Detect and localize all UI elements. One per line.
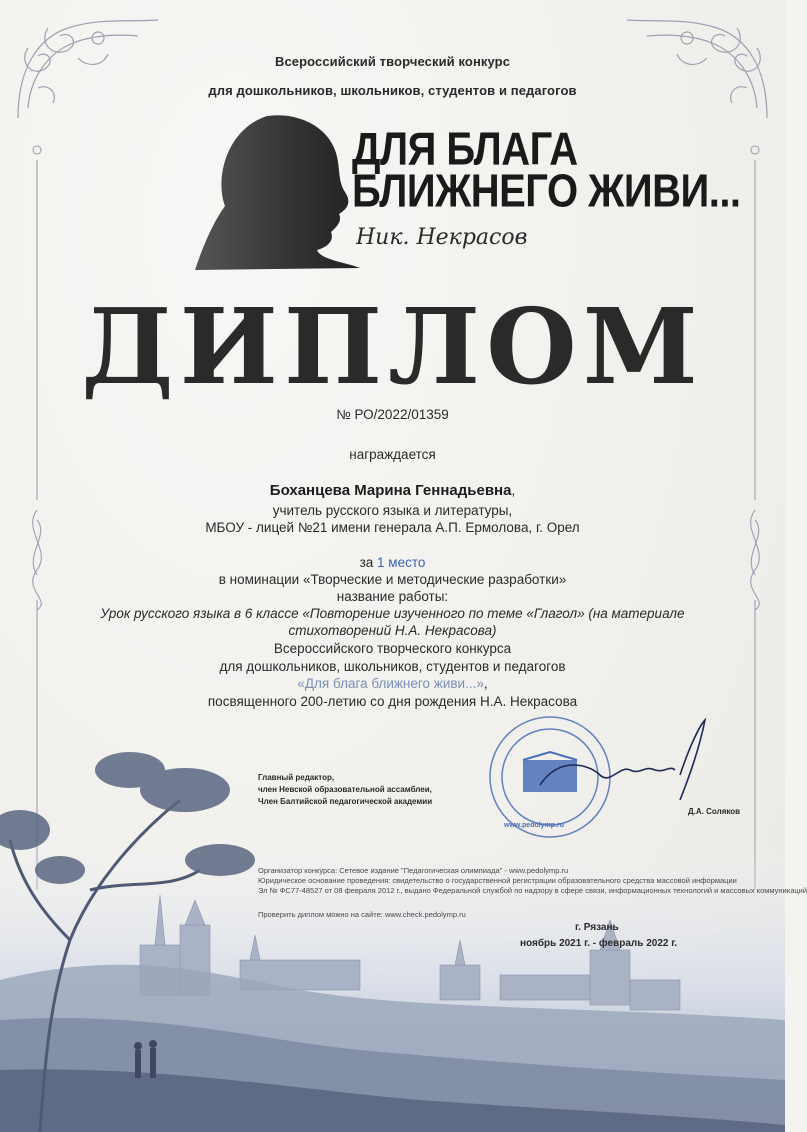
footer-legal-basis: Юридическое основание проведения: свидетельство о государственной регистрации образовательного средства массовой информации <box>258 876 737 885</box>
footer-organizer: Организатор конкурса: Сетевое издание "Педагогическая олимпиада" - www.pedolymp.ru <box>258 866 569 875</box>
recipient-organization: МБОУ - лицей №21 имени генерала А.П. Ермолова, г. Орел <box>205 520 580 535</box>
recipient-name: Боханцева Марина Геннадьевна <box>269 482 512 499</box>
place-value: 1 место <box>377 555 426 570</box>
signer-role-line-3: Член Балтийской педагогической академии <box>258 797 433 806</box>
contest-name: «Для блага ближнего живи...» <box>297 676 484 691</box>
work-title-line-2: стихотворений Н.А. Некрасова) <box>288 623 497 638</box>
footer-city: г. Рязань <box>575 922 619 933</box>
diploma-title: ДИПЛОМ <box>81 285 704 408</box>
work-label: название работы: <box>336 589 449 604</box>
awarded-label: награждается <box>349 447 436 462</box>
footer-period: ноябрь 2021 г. - февраль 2022 г. <box>520 938 678 949</box>
footer-check-diploma: Проверить диплом можно на сайте: www.check.pedolymp.ru <box>258 910 466 919</box>
recipient-line <box>0 482 785 500</box>
header-line-2: для дошкольников, школьников, студентов и педагогов <box>208 83 577 98</box>
footer-registration: Эл № ФС77-48527 от 08 февраля 2012 г., выдано Федеральной службой по надзору в сфере связи, информационных технологий и массовых коммуникаций <box>258 886 807 895</box>
nekrasov-portrait-silhouette <box>195 110 360 270</box>
work-title-line-1: Урок русского языка в 6 классе «Повторение изученного по теме «Глагол» (на материале <box>100 606 685 621</box>
contest-name-line <box>0 675 785 692</box>
nomination: в номинации «Творческие и методические разработки» <box>218 572 567 587</box>
header-line-1: Всероссийский творческий конкурс <box>274 54 511 69</box>
nekrasov-signature: Ник. Некрасов <box>356 225 528 250</box>
signer-name: Д.А. Соляков <box>688 807 741 816</box>
signer-role-line-2: член Невской образовательной ассамблеи, <box>258 785 432 794</box>
dedication: посвященного 200-летию со дня рождения Н.А. Некрасова <box>207 694 578 709</box>
brand-title-line-2: БЛИЖНЕГО ЖИВИ... <box>352 166 741 217</box>
diploma-number: № РО/2022/01359 <box>336 407 449 422</box>
editor-handwritten-signature <box>530 715 720 805</box>
contest-name-suffix: , <box>483 676 488 691</box>
place-prefix: за <box>359 555 378 570</box>
recipient-comma: , <box>511 483 516 498</box>
contest-line-1: Всероссийского творческого конкурса <box>273 641 512 656</box>
place-line <box>0 554 785 571</box>
stamp-url: www.pedolymp.ru <box>504 822 565 829</box>
recipient-position: учитель русского языка и литературы, <box>272 503 513 518</box>
signer-role-line-1: Главный редактор, <box>258 773 335 782</box>
brand-title-line-1: ДЛЯ БЛАГА <box>352 124 578 175</box>
contest-line-2: для дошкольников, школьников, студентов и педагогов <box>219 659 566 674</box>
